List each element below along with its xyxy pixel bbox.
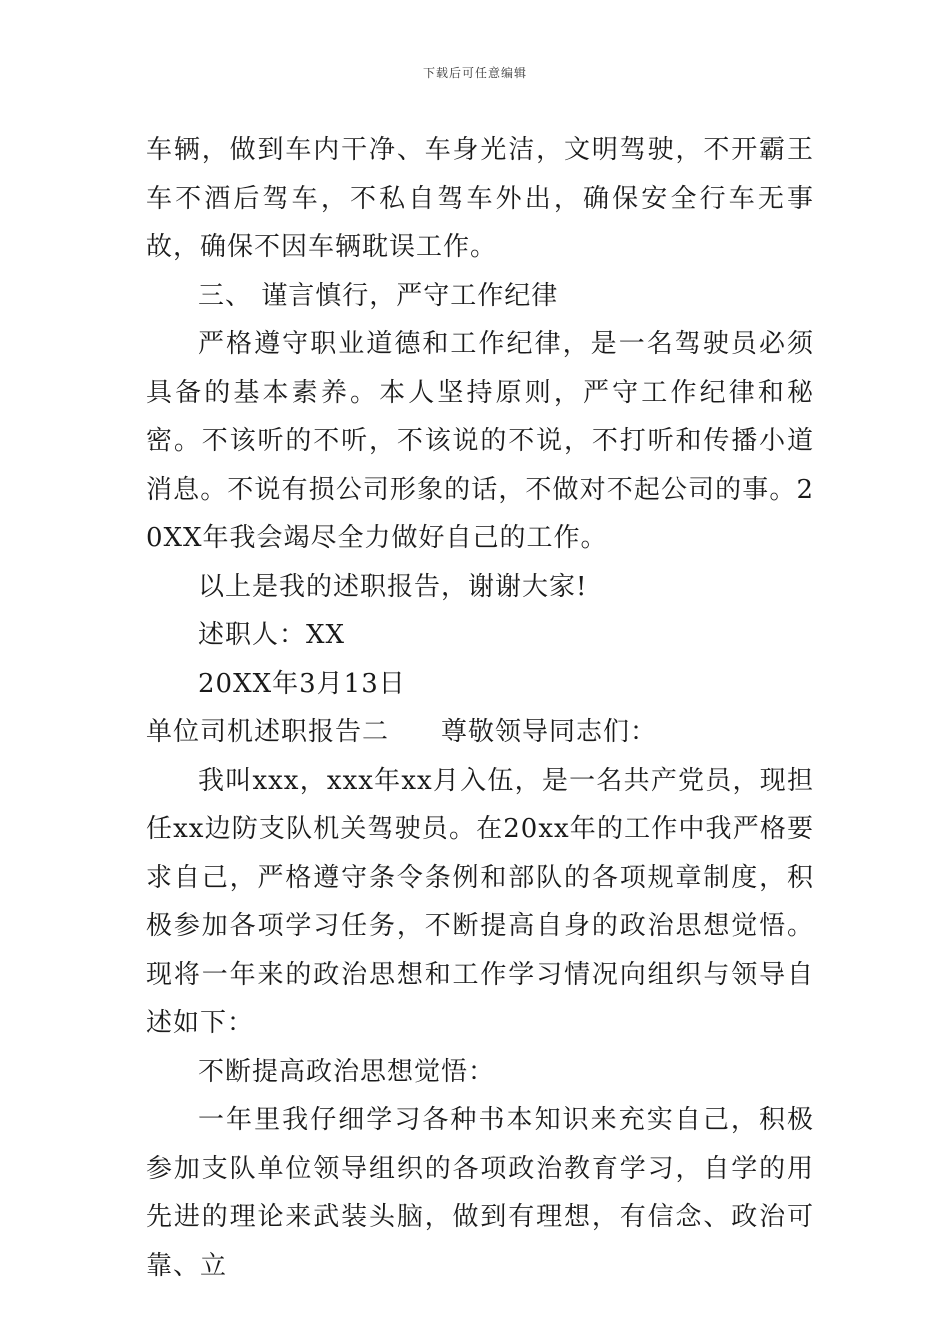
paragraph-vehicle-care: 车辆，做到车内干净、车身光洁，文明驾驶，不开霸王车不酒后驾车，不私自驾车外出，确保安全行车无事故，确保不因车辆耽误工作。 — [146, 135, 814, 262]
paragraph-discipline: 严格遵守职业道德和工作纪律，是一名驾驶员必须具备的基本素养。本人坚持原则，严守工作纪律和秘密。不该听的不听，不该说的不说，不打听和传播小道消息。不说有损公司形象的话，不做对不起公司的事。20XX年我会竭尽全力做好自己的工作。 — [146, 329, 814, 553]
document-body — [146, 126, 814, 1290]
paragraph-study: 一年里我仔细学习各种书本知识来充实自己，积极参加支队单位领导组织的各项政治教育学习，自学的用先进的理论来武装头脑，做到有理想，有信念、政治可靠、立 — [146, 1105, 814, 1281]
subheading-political-awareness: 不断提高政治思想觉悟： — [198, 1056, 496, 1087]
report-two-title: 单位司机述职报告二 — [146, 717, 390, 747]
header-note: 下载后可任意编辑 — [422, 66, 527, 80]
section-heading-discipline: 三、 谨言慎行，严守工作纪律 — [198, 280, 559, 311]
date-line: 20XX年3月13日 — [198, 668, 406, 699]
paragraph-introduction: 我叫xxx，xxx年xx月入伍，是一名共产党员，现担任xx边防支队机关驾驶员。在20xx年的工作中我严格要求自己，严格遵守条令条例和部队的各项规章制度，积极参加各项学习任务，不断提高自身的政治思想觉悟。现将一年来的政治思想和工作学习情况向组织与领导自述如下： — [146, 765, 814, 1038]
report-two-heading — [146, 708, 814, 757]
report-two-greeting: 尊敬领导同志们： — [441, 717, 658, 747]
paragraph-closing-thanks: 以上是我的述职报告，谢谢大家! — [198, 571, 588, 602]
signature-line: 述职人：XX — [198, 620, 346, 650]
